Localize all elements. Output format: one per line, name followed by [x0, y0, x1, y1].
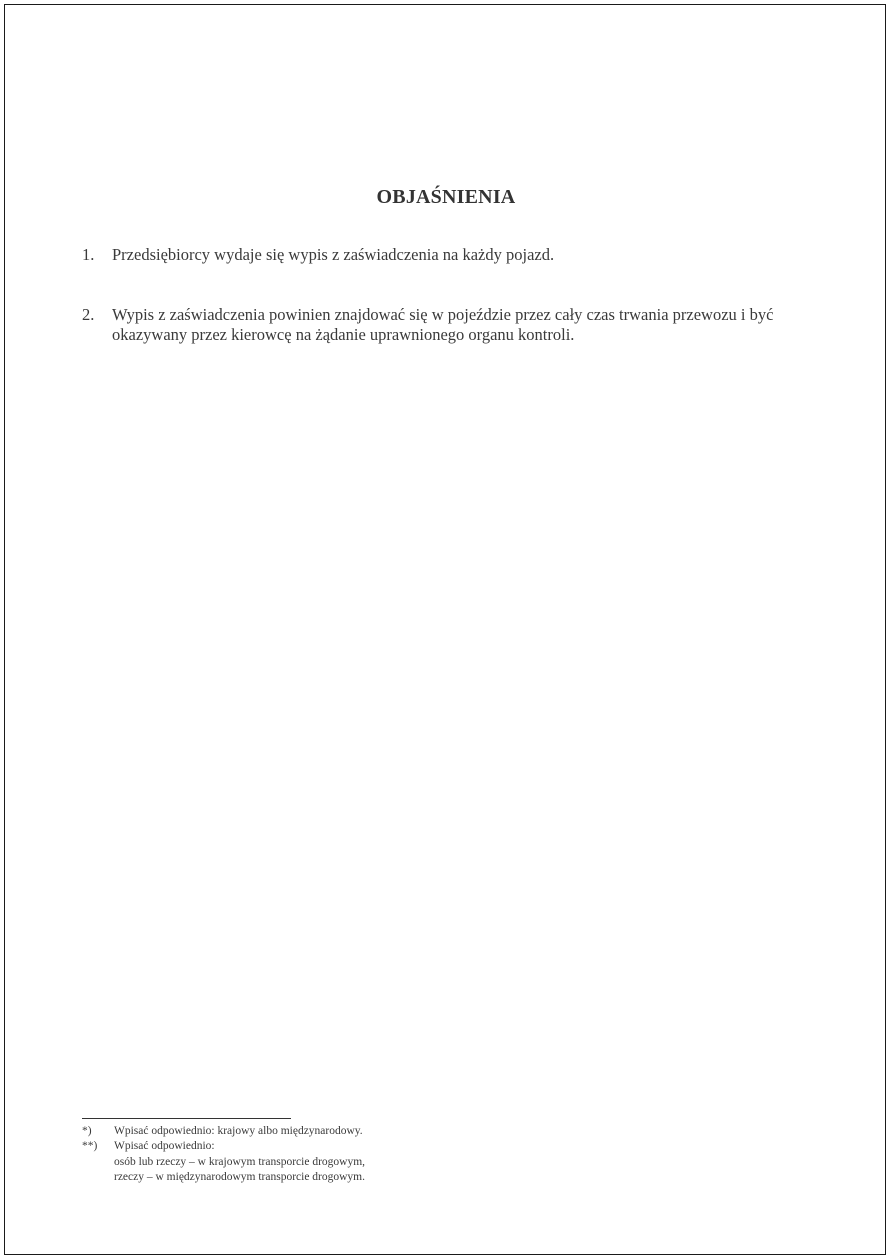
footnote-mark: **) [82, 1140, 98, 1152]
explanation-item-2 [82, 305, 822, 345]
item-text-line: Przedsiębiorcy wydaje się wypis z zaświadczenia na każdy pojazd. [112, 245, 555, 264]
document-title: OBJAŚNIENIA [376, 186, 516, 208]
footnote-separator [82, 1118, 291, 1119]
footnote-text-line: Wpisać odpowiednio: [114, 1140, 215, 1152]
footnote-1 [82, 1124, 582, 1140]
footnote-text-line: rzeczy – w międzynarodowym transporcie drogowym. [114, 1171, 366, 1183]
footnote-text-line: Wpisać odpowiednio: krajowy albo międzynarodowy. [114, 1125, 363, 1137]
item-number: 2. [82, 305, 95, 324]
footnote-2 [82, 1139, 582, 1186]
explanation-item-1 [82, 245, 822, 265]
item-number: 1. [82, 245, 95, 264]
item-text-line: Wypis z zaświadczenia powinien znajdować się w pojeździe przez cały czas trwania przewozu i być [112, 305, 774, 324]
footnote-text-line: osób lub rzeczy – w krajowym transporcie drogowym, [114, 1155, 366, 1168]
item-text-line: okazywany przez kierowcę na żądanie uprawnionego organu kontroli. [112, 325, 575, 344]
footnote-mark: *) [82, 1125, 92, 1137]
